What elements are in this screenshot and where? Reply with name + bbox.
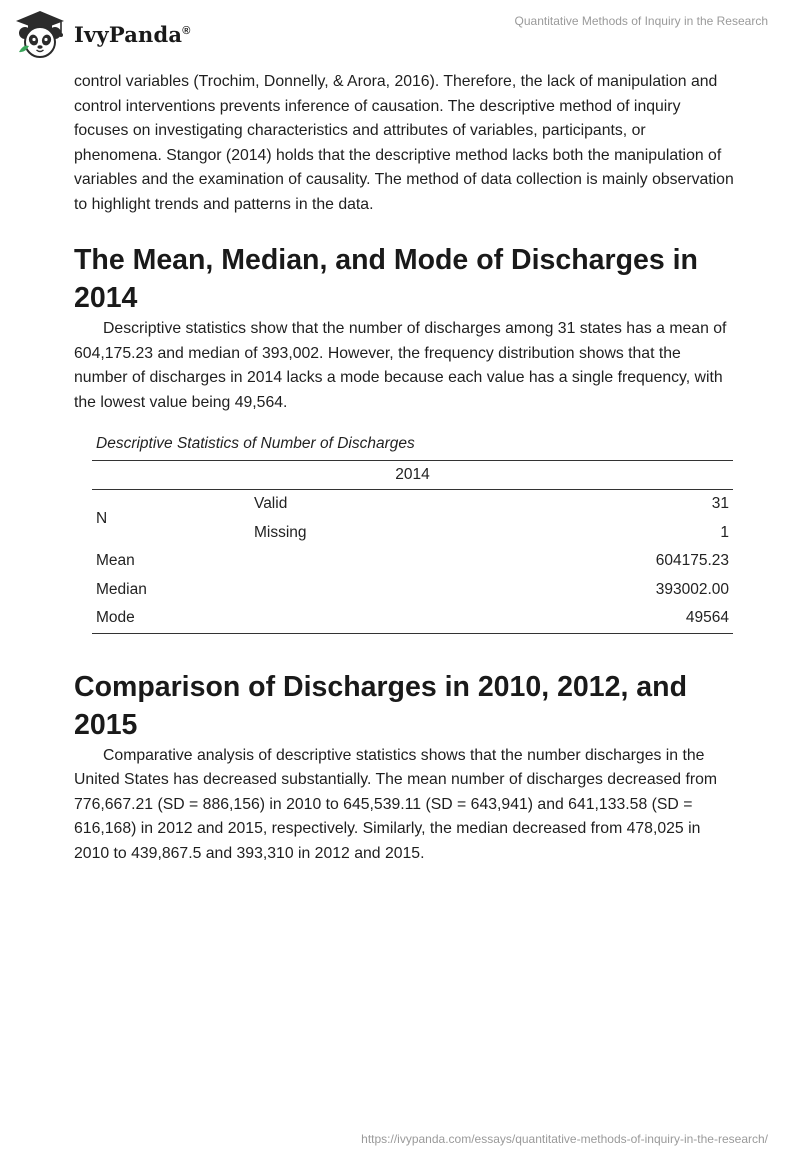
page-header (0, 0, 800, 64)
row-value-mean: 604175.23 (655, 552, 729, 570)
column-header-year: 2014 (92, 461, 733, 490)
row-value-missing: 1 (720, 523, 729, 541)
row-value-mode: 49564 (456, 604, 733, 633)
row-label-n: N (96, 509, 108, 527)
brand-logo[interactable] (14, 8, 191, 60)
brand-name: IvyPanda® (74, 21, 191, 47)
section-heading-mean-median-mode: The Mean, Median, and Mode of Discharges in 2014 (74, 244, 698, 314)
section2-paragraph: Comparative analysis of descriptive statistics shows that the number discharges in the United States has decreased substantially. The mean number of discharges decreased from 776,667.21 (SD = 886,156) in 2010 to 645,539.11 (SD = 643,941) and 641,133.58 (SD = 616,168) in 2012 and 2015, respectively. Similarly, the median decreased from 478,025 in 2010 to 439,867.5 and 393,310 in 2012 and 2015. (74, 746, 718, 862)
row-label-mode: Mode (92, 604, 456, 633)
table-row (92, 604, 733, 633)
table-header-row (92, 461, 733, 490)
stats-table (92, 460, 733, 634)
article-content (74, 70, 734, 866)
row-label-median: Median (96, 580, 147, 598)
table-row (92, 576, 733, 605)
panda-graduate-icon (14, 8, 66, 60)
row-sublabel-missing: Missing (254, 523, 307, 541)
intro-paragraph: control variables (Trochim, Donnelly, & Arora, 2016). Therefore, the lack of manipulation and control interventions prevents inference of causation. The descriptive method of inquiry focuses on investigating characteristics and attributes of variables, participants, or phenomena. Stangor (2014) holds that the descriptive method lacks both the manipulation of variables and the examination of causality. The method of data collection is mainly observation to highlight trends and patterns in the data. (74, 73, 734, 213)
table-caption: Descriptive Statistics of Number of Discharges (96, 435, 415, 452)
section-heading-comparison: Comparison of Discharges in 2010, 2012, and 2015 (74, 670, 687, 741)
source-url[interactable]: https://ivypanda.com/essays/quantitative-methods-of-inquiry-in-the-research/ (361, 1132, 768, 1146)
section1-paragraph: Descriptive statistics show that the number of discharges among 31 states has a mean of 604,175.23 and median of 393,002. However, the frequency distribution shows that the number of discharges in 2014 lacks a mode because each value has a single frequency, with the lowest value being 49,564. (74, 320, 727, 411)
row-value-valid: 31 (711, 495, 729, 513)
row-value-median: 393002.00 (655, 580, 729, 598)
table-row (92, 490, 733, 519)
descriptive-statistics-table (92, 435, 733, 634)
document-title: Quantitative Methods of Inquiry in the Research (514, 14, 768, 28)
row-label-mean: Mean (96, 552, 135, 570)
row-sublabel-valid: Valid (254, 495, 288, 513)
table-row (92, 547, 733, 576)
registered-mark: ® (182, 24, 191, 37)
